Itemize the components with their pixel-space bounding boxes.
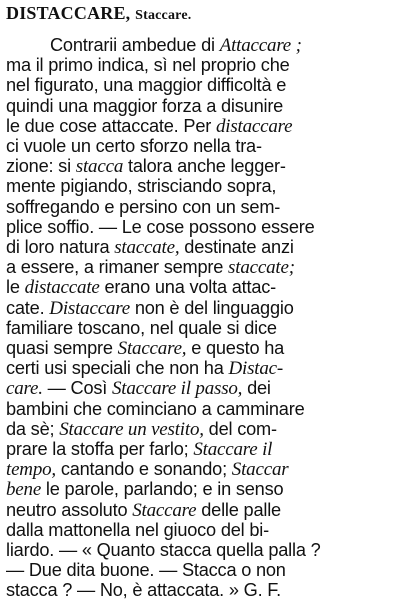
text-run: familiare toscano, nel quale si dice [6, 317, 277, 338]
text-line [6, 559, 400, 581]
text-line [6, 499, 400, 521]
text-run: cate. [6, 297, 50, 318]
italic-term: Attaccare ; [219, 35, 302, 56]
text-line [6, 377, 400, 399]
italic-term: stacca [75, 156, 124, 178]
text-line [6, 115, 400, 137]
italic-term: Staccare [132, 499, 197, 521]
text-line [6, 236, 400, 258]
text-run: da sè; [6, 418, 60, 439]
text-line [6, 175, 400, 197]
text-line [6, 519, 400, 541]
text-run: ci vuole un certo sforzo nella tra- [6, 136, 262, 156]
text-line [6, 216, 400, 238]
text-run: zione: si [6, 156, 76, 177]
italic-term: bene [6, 479, 42, 501]
text-run: le due cose attaccate. Per [6, 115, 216, 136]
entry-synonym: Staccare. [135, 8, 192, 23]
text-line [6, 458, 400, 480]
italic-term: Staccare un vestito, [59, 418, 204, 440]
italic-term: Staccare il [193, 439, 273, 460]
text-line [6, 398, 400, 420]
text-line [6, 135, 400, 157]
text-run: liardo. — « Quanto stacca quella palla ? [6, 540, 321, 560]
text-run: neutro assoluto [6, 499, 133, 520]
italic-term: Staccare il passo, [111, 378, 243, 400]
text-run: di loro natura [6, 237, 115, 257]
text-line [6, 478, 400, 500]
italic-term: care. [6, 378, 43, 400]
text-run: mente pigiando, strisciando sopra, [6, 176, 277, 197]
italic-term: Staccare, [117, 338, 187, 359]
text-run: erano una volta attac- [99, 277, 277, 298]
italic-term: Distac- [228, 358, 284, 380]
text-run: le [6, 277, 25, 298]
text-run: destinate anzi [179, 237, 294, 257]
text-line [50, 34, 400, 56]
text-run: dei [242, 378, 271, 399]
text-run: ma il primo indica, sì nel proprio che [6, 55, 290, 76]
text-line [6, 74, 400, 96]
text-run: — Due dita buone. — Stacca o non [6, 560, 286, 581]
italic-term: tempo, [6, 459, 56, 481]
text-line [6, 539, 400, 561]
text-line [6, 337, 400, 359]
text-run: talora anche legger- [123, 156, 286, 177]
text-line [6, 95, 400, 117]
italic-term: staccate, [114, 237, 180, 258]
text-line [6, 317, 400, 339]
text-run: bambini che cominciano a camminare [6, 398, 305, 419]
italic-term: Distaccare [49, 297, 130, 319]
text-run: Contrarii ambedue di [50, 35, 220, 55]
italic-term: staccate; [228, 257, 295, 279]
text-run: delle palle [196, 499, 281, 520]
text-line [6, 357, 400, 379]
entry-heading [6, 2, 191, 27]
text-line [6, 196, 400, 218]
text-line [6, 418, 400, 440]
text-line [6, 276, 400, 298]
italic-term: distaccate [24, 277, 100, 299]
italic-term: Staccar [231, 459, 289, 481]
text-run: quindi una maggior forza a disunire [6, 95, 284, 116]
text-line [6, 297, 400, 319]
text-run: soffregando e persino con un sem- [6, 196, 281, 217]
text-run: e questo ha [186, 338, 285, 358]
text-run: plice soffio. — Le cose possono essere [6, 216, 315, 237]
text-run: nel figurato, una maggior difficoltà e [6, 75, 287, 96]
text-run: a essere, a rimaner sempre [6, 257, 229, 278]
text-line [6, 579, 400, 601]
text-run: le parole, parlando; e in senso [41, 479, 284, 500]
text-run: cantando e sonando; [55, 459, 232, 480]
text-run: quasi sempre [6, 338, 118, 358]
text-run: non è del linguaggio [129, 297, 294, 318]
text-run: stacca ? — No, è attaccata. » G. F. [6, 580, 282, 601]
text-line [6, 54, 400, 76]
text-run: — Così [42, 378, 112, 399]
text-line [6, 155, 400, 177]
text-run: prare la stoffa per farlo; [6, 439, 194, 459]
text-line [6, 438, 400, 460]
text-line [6, 256, 400, 278]
text-run: dalla mattonella nel giuoco del bi- [6, 519, 269, 540]
entry-headword: DISTACCARE, [6, 3, 131, 23]
text-run: del com- [203, 418, 277, 439]
italic-term: distaccare [215, 115, 293, 137]
text-run: certi usi speciali che non ha [6, 358, 229, 379]
